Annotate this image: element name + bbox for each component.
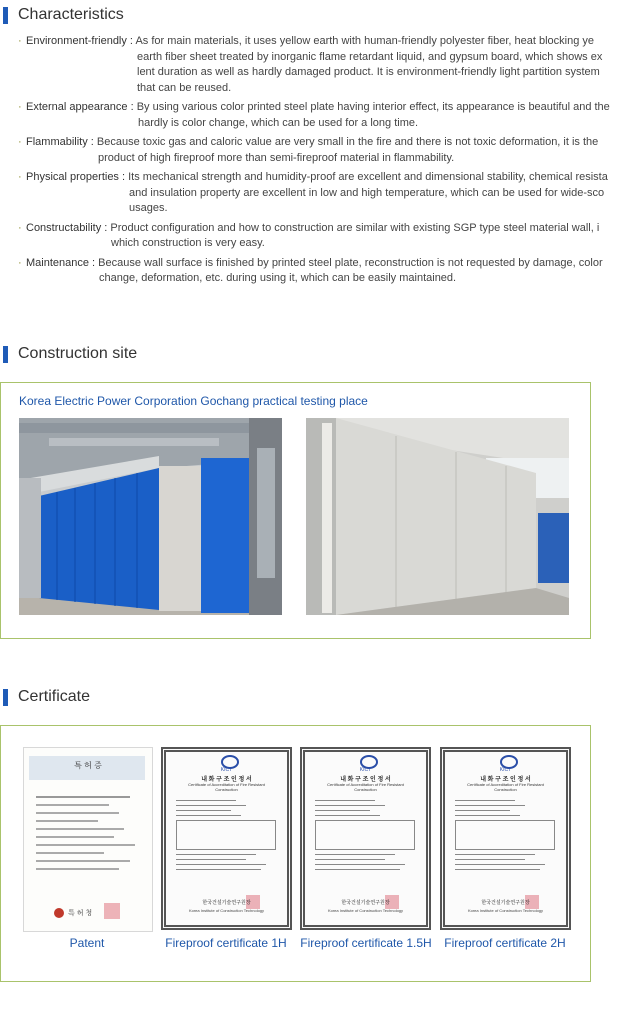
construction-photo-white-wall [306, 418, 569, 615]
cert-subheading: Certificate of Accreditation of Fire Resistant Construction [188, 782, 265, 792]
construction-photo-blue-panels [19, 418, 282, 615]
characteristic-label: Environment-friendly : [26, 35, 133, 47]
patent-text-lines [36, 790, 140, 876]
kict-logo-text: KICT [220, 767, 233, 773]
cert-subheading: Certificate of Accreditation of Fire Resistant Construction [467, 782, 544, 792]
fireproof-1-5h-label: Fireproof certificate 1.5H [300, 936, 432, 950]
characteristic-label: Constructability : [26, 221, 108, 234]
characteristic-label: External appearance : [26, 101, 134, 113]
fireproof-1h-label: Fireproof certificate 1H [165, 936, 287, 950]
cert-footer: 한국건설기술연구원장 [481, 900, 530, 906]
characteristic-text: Because wall surface is finished by printed steel plate, reconstruction is not requested by damage, color [98, 256, 603, 269]
characteristic-text: hardly is color change, which can be used for a long time. [138, 116, 419, 129]
cert-heading: 내 화 구 조 인 정 서 [480, 777, 531, 783]
patent-footer: 특 허 청 [68, 910, 93, 917]
characteristics-heading [3, 6, 124, 24]
construction-title: Construction site [18, 345, 138, 362]
bullet-icon: · [18, 256, 22, 269]
fireproof-2h-label: Fireproof certificate 2H [444, 936, 566, 950]
bullet-icon: · [18, 221, 22, 234]
cert-footer: 한국건설기술연구원장 [341, 900, 390, 906]
characteristic-item [18, 256, 619, 287]
cert-heading: 내 화 구 조 인 정 서 [340, 777, 391, 783]
characteristic-item [18, 100, 619, 131]
certificate-box [0, 725, 591, 982]
characteristic-item [18, 221, 619, 252]
cert-footer-en: Korea Institute of Construction Technology [467, 908, 544, 913]
characteristic-item [18, 170, 619, 217]
fireproof-certificate-document [161, 747, 292, 930]
construction-caption: Korea Electric Power Corporation Gochang practical testing place [19, 394, 368, 408]
cert-heading: 내 화 구 조 인 정 서 [201, 777, 252, 783]
characteristic-text: change, deformation, etc. during using it, which can be easily maintained. [99, 272, 457, 284]
heading-bar [3, 346, 8, 363]
characteristic-text: that can be reused. [137, 81, 232, 94]
cert-text-lines [315, 796, 415, 874]
characteristic-text: Because toxic gas and caloric value are very small in the fire and there is not toxic deformation, it is the [96, 136, 599, 148]
patent-document [23, 747, 153, 932]
characteristic-text: usages. [129, 202, 168, 214]
patent-label: Patent [69, 936, 105, 950]
cert-footer: 한국건설기술연구원장 [202, 900, 251, 906]
characteristic-text: which construction is very easy. [111, 237, 265, 249]
characteristics-list [18, 34, 619, 291]
bullet-icon: · [18, 101, 22, 113]
cert-footer-en: Korea Institute of Construction Technology [188, 908, 265, 913]
cert-footer-en: Korea Institute of Construction Technology [327, 908, 404, 913]
characteristic-text: As for main materials, it uses yellow earth with human-friendly polyester fiber, heat blocking ye [135, 35, 594, 47]
heading-bar [3, 689, 8, 706]
characteristics-title: Characteristics [18, 6, 124, 23]
construction-box [0, 382, 591, 639]
characteristic-item [18, 34, 619, 96]
heading-bar [3, 7, 8, 24]
fireproof-certificate-document [300, 747, 431, 930]
characteristic-item [18, 135, 619, 166]
characteristic-text: lent duration as well as hardly damaged product. It is environment-friendly light partition system [137, 66, 600, 78]
cert-text-lines [455, 796, 555, 874]
characteristic-label: Flammability : [26, 136, 94, 148]
kict-logo-text: KICT [499, 767, 512, 773]
patent-office-emblem-icon [54, 908, 64, 918]
kict-logo-text: KICT [359, 767, 372, 773]
patent-heading: 특 허 증 [74, 761, 102, 770]
bullet-icon: · [18, 136, 22, 148]
characteristic-text: Its mechanical strength and humidity-proof are excellent and dimensional stability, chemical resista [128, 171, 608, 183]
characteristic-text: product of high fireproof more than semi-fireproof material in flammability. [98, 151, 455, 164]
bullet-icon: · [18, 35, 22, 47]
characteristic-text: and insulation property are excellent in low and high temperature, which can be used for wide-sco [129, 186, 605, 199]
characteristic-text: Product configuration and how to construction are similar with existing SGP type steel material wall, i [110, 221, 600, 234]
fireproof-certificate-document [440, 747, 571, 930]
cert-text-lines [176, 796, 276, 874]
characteristic-label: Maintenance : [26, 256, 96, 269]
bullet-icon: · [18, 171, 22, 183]
certificate-title: Certificate [18, 688, 91, 705]
patent-seal-icon [104, 903, 120, 919]
construction-heading [3, 345, 137, 363]
characteristic-text: earth fiber sheet treated by inorganic flame retardant liquid, and gypsum board, which shows ex [137, 50, 603, 63]
certificate-heading [3, 688, 90, 706]
cert-subheading: Certificate of Accreditation of Fire Resistant Construction [327, 782, 404, 792]
characteristic-label: Physical properties : [26, 171, 126, 183]
characteristic-text: By using various color printed steel plate having interior effect, its appearance is beautiful and the [136, 101, 610, 113]
